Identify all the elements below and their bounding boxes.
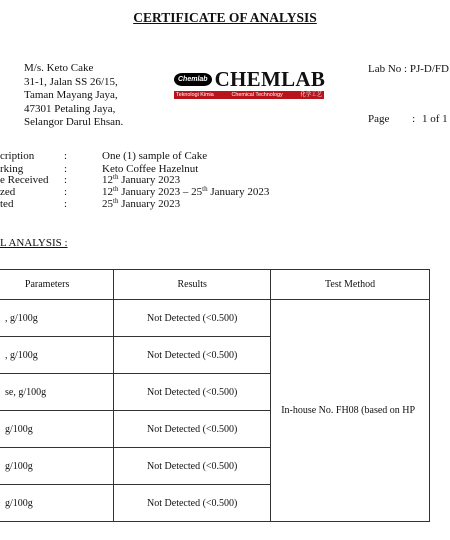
- section-heading: L ANALYSIS :: [0, 237, 68, 249]
- result-cell: Not Detected (<0.500): [114, 300, 271, 337]
- info-colon: :: [64, 198, 68, 210]
- result-cell: Not Detected (<0.500): [114, 374, 271, 411]
- logo-tagline: Teknologi Kimia: [176, 92, 214, 98]
- parameter-cell: g/100g: [0, 485, 114, 522]
- logo-tagline-strip: [174, 91, 324, 99]
- logo-wordmark: CHEMLAB: [214, 66, 326, 91]
- info-value: 12th January 2023: [102, 173, 181, 186]
- table-header-row: [0, 270, 430, 300]
- result-cell: Not Detected (<0.500): [114, 448, 271, 485]
- info-value: Keto Coffee Hazelnut: [102, 163, 199, 175]
- page-label: Page: [368, 113, 390, 125]
- result-cell: Not Detected (<0.500): [114, 337, 271, 374]
- info-colon: :: [64, 186, 68, 198]
- customer-address: [24, 62, 123, 130]
- info-row-reported: [0, 198, 450, 212]
- info-row-description: [0, 150, 450, 164]
- info-colon: :: [64, 174, 68, 186]
- page-colon: :: [412, 113, 416, 125]
- page-number: [368, 113, 448, 125]
- result-cell: Not Detected (<0.500): [114, 485, 271, 522]
- result-cell: Not Detected (<0.500): [114, 411, 271, 448]
- page-value: 1 of 1: [421, 113, 448, 125]
- lab-number-label: Lab No: [368, 63, 402, 75]
- info-value: 12th January 2023 – 25th January 2023: [102, 185, 270, 198]
- method-cell: In-house No. FH08 (based on HP: [271, 300, 430, 522]
- parameter-cell: g/100g: [0, 411, 114, 448]
- lab-number-colon: :: [404, 63, 408, 75]
- table-row: [0, 300, 430, 337]
- info-colon: :: [64, 163, 68, 175]
- address-line: Selangor Darul Ehsan.: [24, 116, 124, 129]
- column-header: Test Method: [271, 270, 430, 300]
- logo-tagline: 化学工艺: [300, 92, 322, 98]
- address-line: Taman Mayang Jaya,: [24, 89, 118, 102]
- parameter-cell: g/100g: [0, 448, 114, 485]
- analysis-table: [0, 269, 430, 522]
- parameter-cell: , g/100g: [0, 300, 114, 337]
- lab-number-value: PJ-D/FD: [409, 63, 449, 75]
- info-label: ted: [0, 198, 14, 210]
- info-label: cription: [0, 150, 35, 162]
- parameter-cell: se, g/100g: [0, 374, 114, 411]
- column-header: Results: [114, 270, 271, 300]
- logo-badge: Chemlab: [174, 73, 212, 86]
- column-header: Parameters: [0, 270, 114, 300]
- parameter-cell: , g/100g: [0, 337, 114, 374]
- lab-number: [368, 63, 449, 75]
- info-value: 25th January 2023: [102, 197, 181, 210]
- info-value: One (1) sample of Cake: [102, 150, 208, 162]
- address-line: 31-1, Jalan SS 26/15,: [24, 75, 118, 88]
- info-colon: :: [64, 150, 68, 162]
- chemlab-logo: [174, 68, 324, 102]
- document-title: CERTIFICATE OF ANALYSIS: [133, 10, 317, 25]
- info-label: zed: [0, 186, 16, 198]
- address-line: 47301 Petaling Jaya,: [24, 102, 116, 115]
- info-label: e Received: [0, 174, 49, 186]
- address-line: M/s. Keto Cake: [24, 62, 94, 74]
- info-label: rking: [0, 163, 24, 175]
- logo-tagline: Chemical Technology: [231, 92, 283, 98]
